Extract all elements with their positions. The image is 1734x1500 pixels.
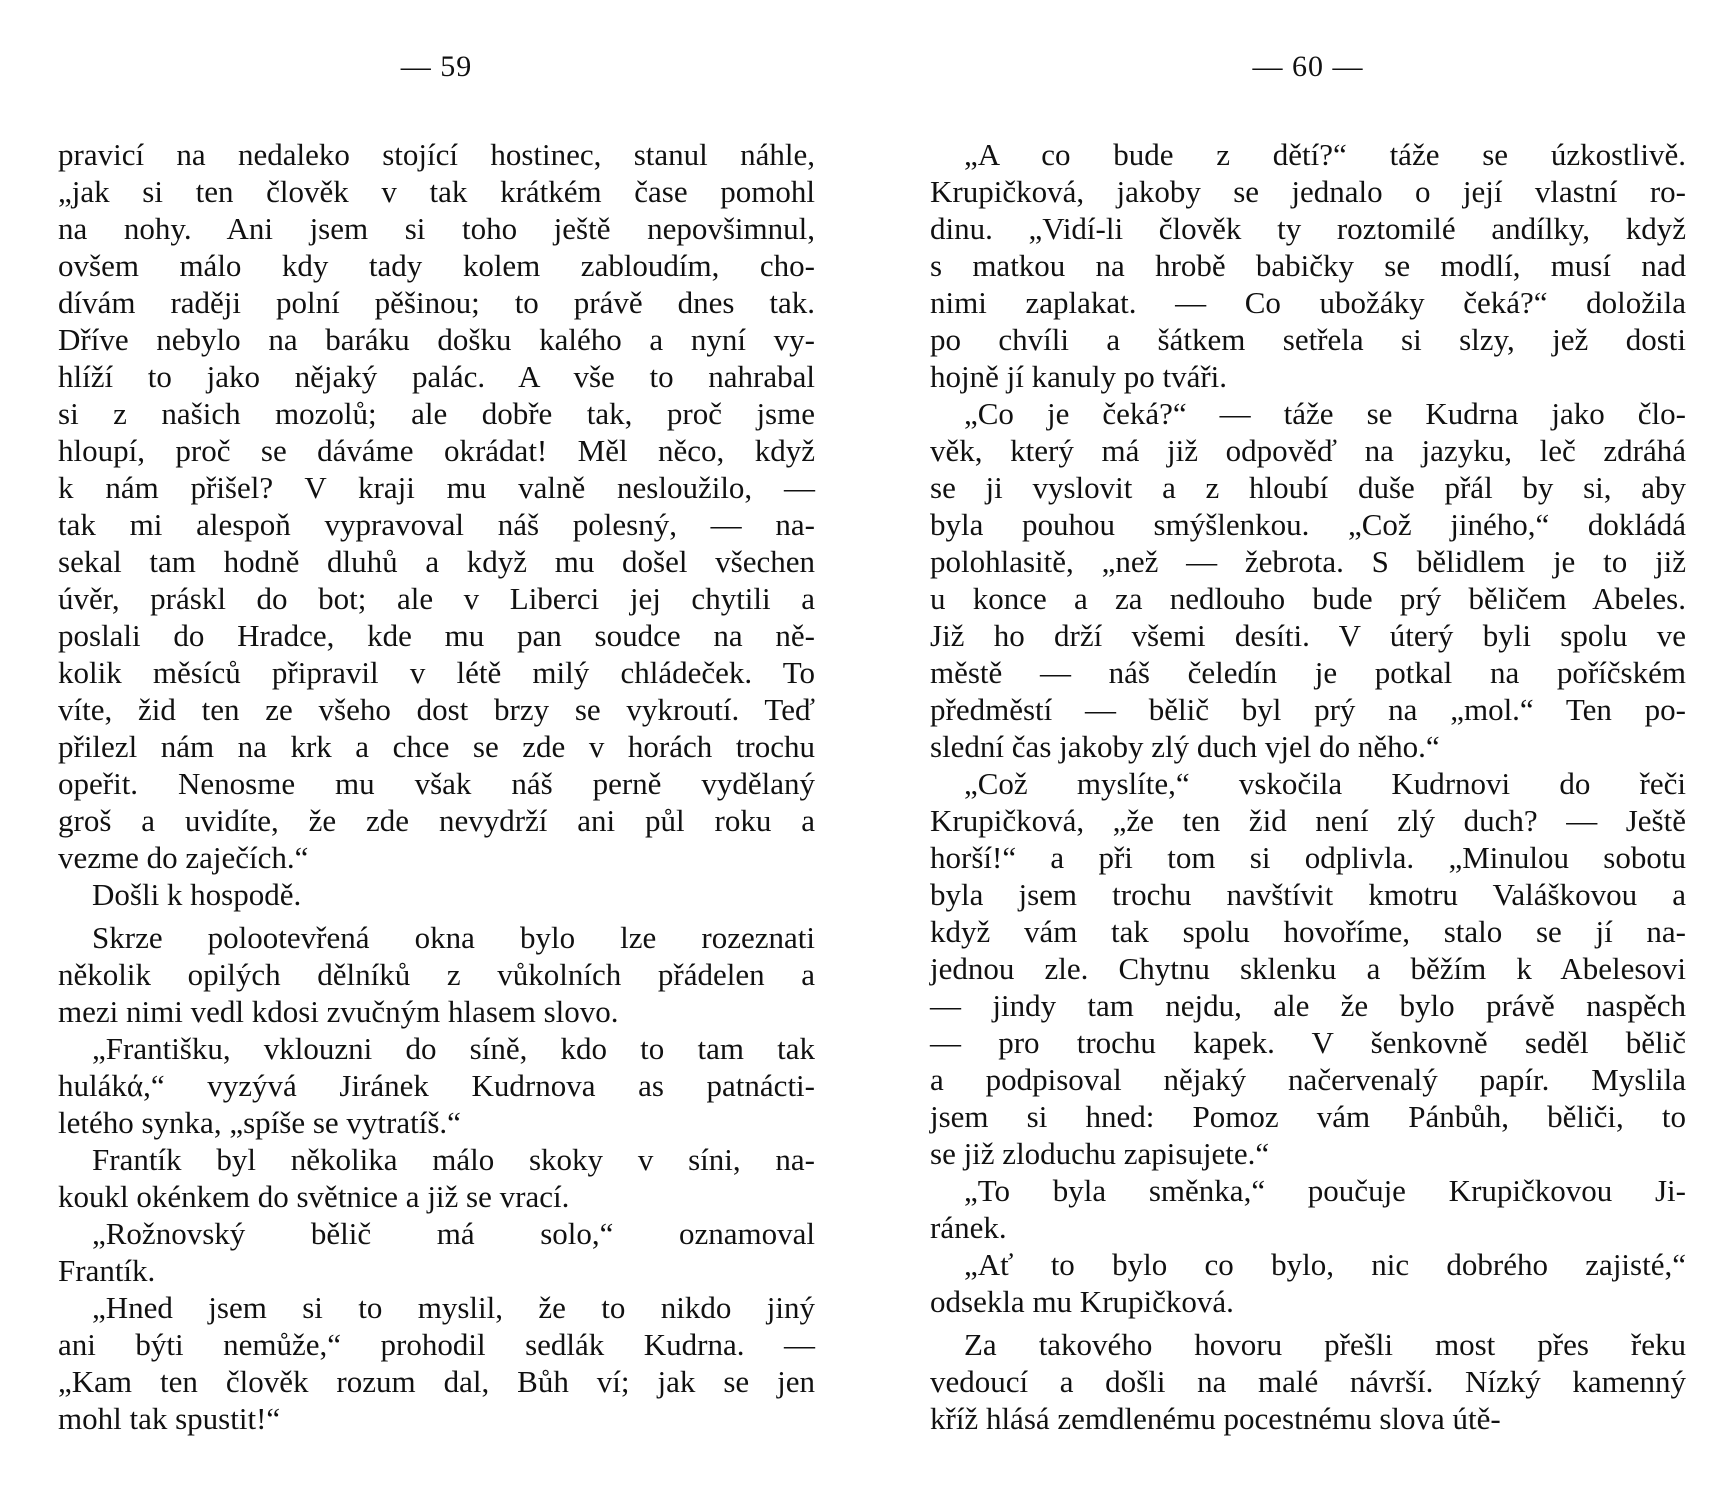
text-line: kříž hlásá zemdlenému pocestnému slova útě- [930,1401,1501,1436]
text-line: se již zloduchu zapisujete.“ [930,1136,1270,1171]
text-line: Frantík. [58,1253,156,1288]
text-line: Skrze polootevřená okna bylo lze rozeznati [92,920,815,955]
text-line: „Což myslíte,“ vskočila Kudrnovi do řeči [964,766,1686,801]
text-line: poslali do Hradce, kde mu pan soudce na ně- [58,618,815,653]
text-line: pravicí na nedaleko stojící hostinec, stanul náhle, [58,137,815,172]
text-line: „Rožnovský bělič má solo,“ oznamoval [92,1216,815,1251]
text-line: byla pouhou smýšlenkou. „Což jiného,“ dokládá [930,507,1686,542]
text-line: dinu. „Vidí-li člověk ty roztomilé andílky, když [930,211,1686,246]
text-line: „A co bude z dětí?“ táže se úzkostlivě. [964,137,1686,172]
text-line: Již ho drží všemi desíti. V úterý byli spolu ve [930,618,1686,653]
text-line: kolik měsíců připravil v létě milý chládeček. To [58,655,815,690]
text-line: byla jsem trochu navštívit kmotru Valáškovou a [930,877,1686,912]
text-line: hulákά,“ vyzývá Jiránek Kudrnova as patnácti- [58,1068,815,1103]
text-line: „Ať to bylo co bylo, nic dobrého zajisté,“ [964,1247,1686,1282]
text-line: Krupičková, „že ten žid není zlý duch? — Ještě [930,803,1686,838]
text-line: vezme do zaječích.“ [58,840,309,875]
text-line: sekal tam hodně dluhů a když mu došel všechen [58,544,815,579]
left-page-text [58,136,815,1437]
text-line: tak mi alespoň vypravoval náš polesný, — na- [58,507,815,542]
text-line: vedoucí a došli na malé návrší. Nízký kamenný [930,1364,1686,1399]
page-number-right: — 60 — [1252,50,1364,83]
text-line: odsekla mu Krupičková. [930,1284,1234,1319]
text-line: ránek. [930,1210,1007,1245]
text-line: si z našich mozolů; ale dobře tak, proč jsme [58,396,815,431]
text-line: hloupí, proč se dáváme okrádat! Měl něco, když [58,433,815,468]
text-line: ovšem málo kdy tady kolem zabloudím, cho- [58,248,815,283]
text-line: městě — náš čeledín je potkal na poříčském [930,655,1686,690]
text-line: jednou zle. Chytnu sklenku a běžím k Abelesovi [930,951,1686,986]
right-page-text [930,136,1686,1437]
text-line: hojně jí kanuly po tváři. [930,359,1228,394]
text-line: hlíží to jako nějaký palác. A vše to nahrabal [58,359,815,394]
text-line: — pro trochu kapek. V šenkovně seděl bělič [930,1025,1686,1060]
text-line: se ji vyslovit a z hloubí duše přál by si, aby [930,470,1686,505]
text-line: ani býti nemůže,“ prohodil sedlák Kudrna. — [58,1327,815,1362]
text-line: Dříve nebylo na baráku došku kalého a nyní vy- [58,322,815,357]
text-line: předměstí — bělič byl prý na „mol.“ Ten po- [930,692,1686,727]
text-line: dívám raději polní pěšinou; to právě dnes tak. [58,285,815,320]
text-line: mezi nimi vedl kdosi zvučným hlasem slovo. [58,994,619,1029]
text-line: letého synka, „spíše se vytratíš.“ [58,1105,461,1140]
text-line: úvěr, práskl do bot; ale v Liberci jej chytili a [58,581,815,616]
text-line: u konce a za nedlouho bude prý běličem Abeles. [930,581,1686,616]
text-line: několik opilých dělníků z vůkolních přádelen a [58,957,815,992]
text-line: věk, který má již odpověď na jazyku, leč zdráhá [930,433,1686,468]
text-line: a podpisoval nějaký načervenalý papír. Myslila [930,1062,1686,1097]
text-line: s matkou na hrobě babičky se modlí, musí nad [930,248,1686,283]
text-line: když vám tak spolu hovoříme, stalo se jí na- [930,914,1686,949]
text-line: jsem si hned: Pomoz vám Pánbůh, běliči, to [930,1099,1686,1134]
text-line: Frantík byl několika málo skoky v síni, na- [92,1142,815,1177]
text-line: po chvíli a šátkem setřela si slzy, jež dosti [930,322,1686,357]
text-line: mohl tak spustit!“ [58,1401,281,1436]
text-line: groš a uvidíte, že zde nevydrží ani půl roku a [58,803,815,838]
text-line: slední čas jakoby zlý duch vjel do něho.“ [930,729,1440,764]
text-line: víte, žid ten ze všeho dost brzy se vykroutí. Teď [58,692,815,727]
text-line: Krupičková, jakoby se jednalo o její vlastní ro- [930,174,1686,209]
text-line: Došli k hospodě. [92,877,302,912]
text-line: nimi zaplakat. — Co ubožáky čeká?“ doložila [930,285,1686,320]
text-line: k nám přišel? V kraji mu valně nesloužilo, — [58,470,815,505]
text-line: „Kam ten člověk rozum dal, Bůh ví; jak se jen [58,1364,815,1399]
text-line: „jak si ten člověk v tak krátkém čase pomohl [58,174,815,209]
text-line: „Hned jsem si to myslil, že to nikdo jiný [92,1290,815,1325]
text-line: „Co je čeká?“ — táže se Kudrna jako člo- [964,396,1686,431]
text-line: „To byla směnka,“ poučuje Krupičkovou Ji- [964,1173,1686,1208]
text-line: „Františku, vklouzni do síně, kdo to tam tak [92,1031,815,1066]
text-line: Za takového hovoru přešli most přes řeku [964,1327,1686,1362]
page-number-left: — 59 [400,50,473,83]
text-line: na nohy. Ani jsem si toho ještě nepovšimnul, [58,211,815,246]
text-line: opeřit. Nenosme mu však náš perně vydělaný [58,766,815,801]
text-line: přilezl nám na krk a chce se zde v horách trochu [58,729,815,764]
text-line: koukl okénkem do světnice a již se vrací. [58,1179,570,1214]
text-line: — jindy tam nejdu, ale že bylo právě naspěch [930,988,1686,1023]
text-line: polohlasitě, „než — žebrota. S bělidlem je to již [930,544,1686,579]
text-line: horší!“ a při tom si odplivla. „Minulou sobotu [930,840,1686,875]
